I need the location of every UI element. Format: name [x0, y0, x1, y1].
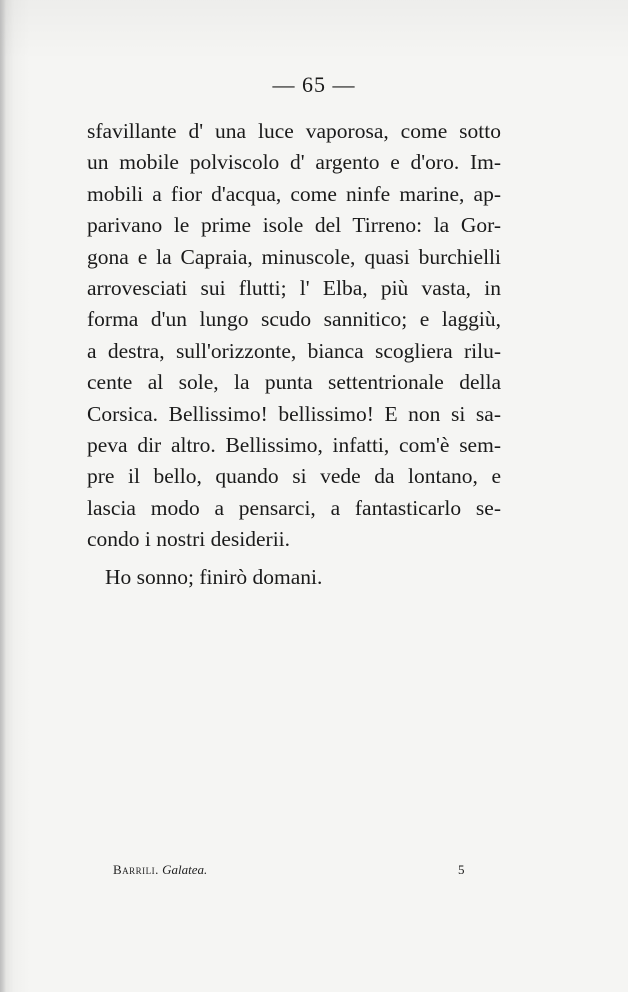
signature-mark: 5 [458, 862, 465, 877]
text-line: condo i nostri desiderii. [87, 527, 291, 552]
footer-imprint [113, 862, 473, 878]
text-line: Ho sonno; finirò domani. [105, 564, 323, 589]
paragraph-2 [87, 562, 501, 593]
text-line: parivano le prime isole del Tirreno: la Gor- [87, 213, 501, 238]
footer-title: Galatea. [162, 862, 208, 877]
text-line: un mobile polviscolo d' argento e d'oro. Im- [87, 150, 501, 175]
text-line: lascia modo a pensarci, a fantasticarlo se- [87, 495, 501, 520]
text-line: pre il bello, quando si vede da lontano, e [87, 464, 501, 489]
page-number: — 65 — [272, 72, 356, 97]
footer-author: Barrili. [113, 862, 159, 877]
paragraph-1 [87, 116, 501, 556]
text-line: arrovesciati sui flutti; l' Elba, più vasta, in [87, 276, 501, 301]
text-line: sfavillante d' una luce vaporosa, come sotto [87, 119, 501, 143]
text-line: gona e la Capraia, minuscole, quasi burchielli [87, 244, 501, 269]
text-line: mobili a fior d'acqua, come ninfe marine, ap- [87, 181, 501, 206]
body-text [87, 116, 501, 593]
text-line: forma d'un lungo scudo sannitico; e laggiù, [87, 307, 501, 332]
text-line: Corsica. Bellissimo! bellissimo! E non si sa- [87, 401, 501, 426]
text-line: peva dir altro. Bellissimo, infatti, com'è sem- [87, 433, 501, 458]
text-line: cente al sole, la punta settentrionale della [87, 370, 501, 395]
text-line: a destra, sull'orizzonte, bianca scogliera rilu- [87, 338, 501, 363]
page-edge-shadow [0, 0, 6, 992]
